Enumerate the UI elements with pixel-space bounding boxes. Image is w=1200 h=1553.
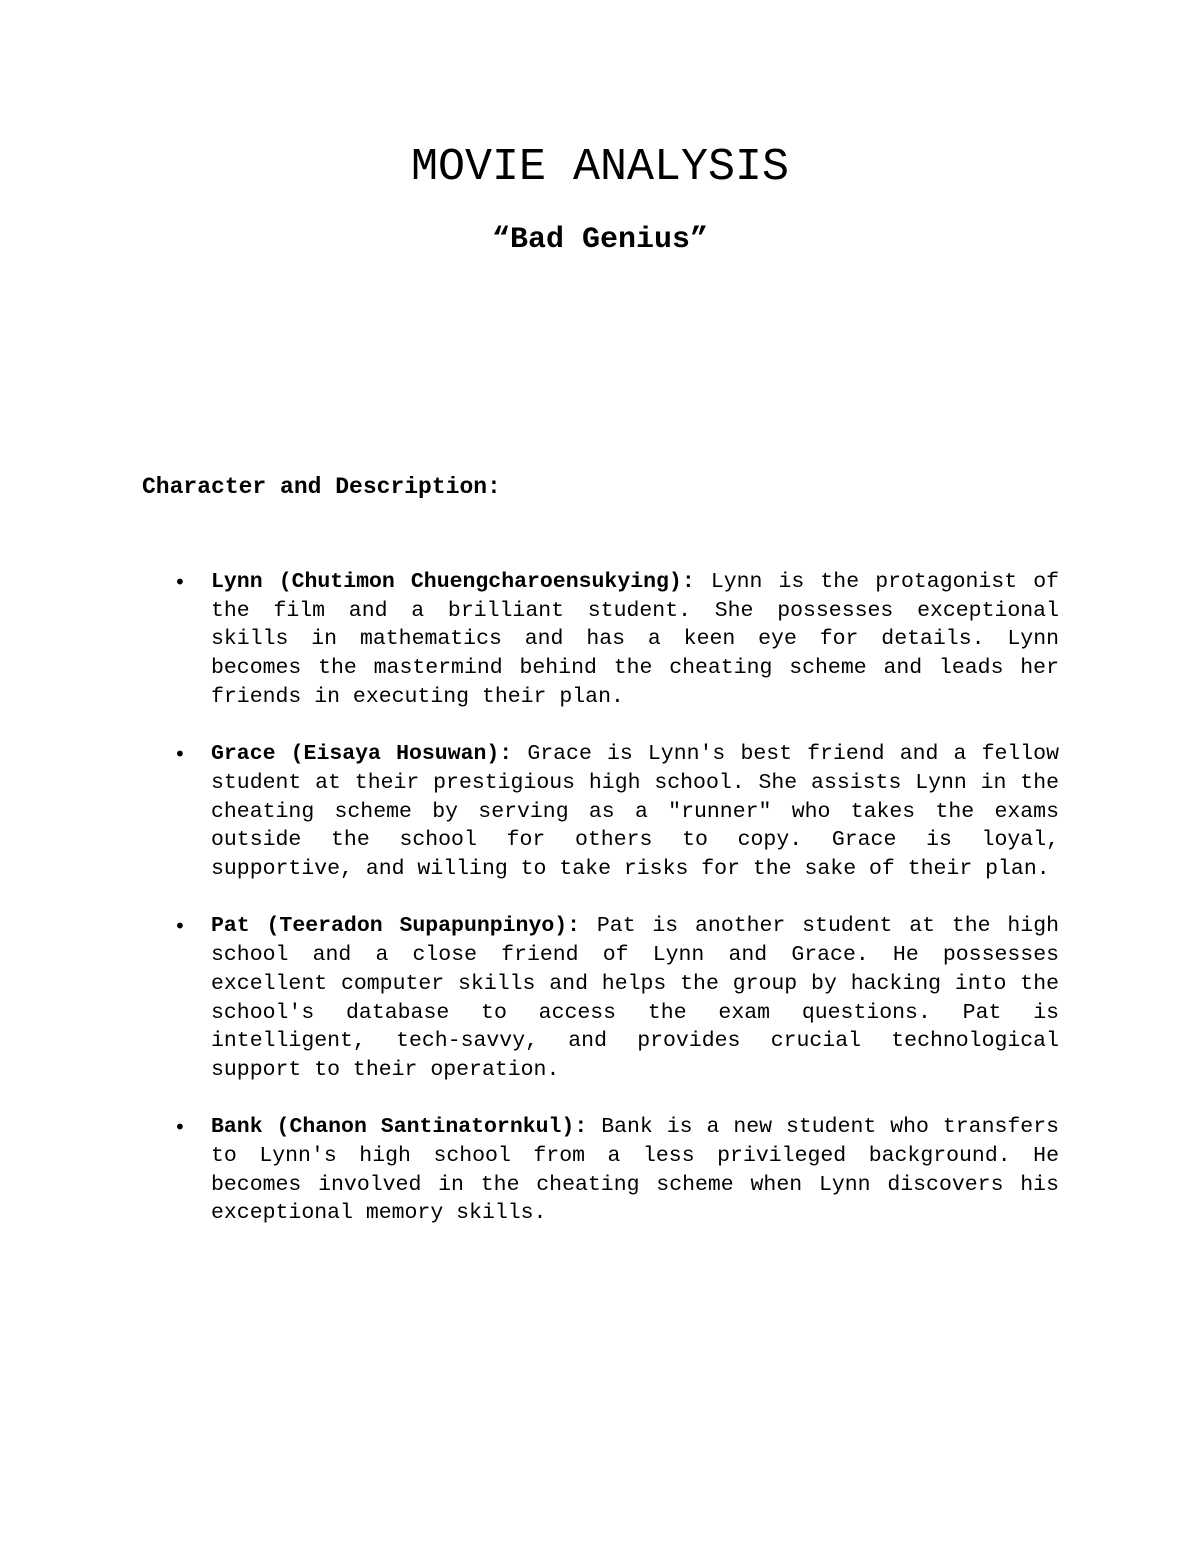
list-item	[174, 912, 1059, 1084]
list-item	[174, 568, 1059, 712]
character-description: Grace is Lynn's best friend and a fellow student at their prestigious high school. She assists Lynn in the cheating scheme by serving as a "runner" who takes the exams outside the school for others to copy. Grace is loyal, supportive, and willing to take risks for the sake of their plan.	[211, 742, 1059, 882]
character-list	[174, 568, 1059, 1257]
list-item	[174, 1113, 1059, 1228]
character-name: Bank (Chanon Santinatornkul):	[211, 1115, 588, 1140]
character-description: Lynn is the protagonist of the film and a brilliant student. She possesses exceptional skills in mathematics and has a keen eye for details. Lynn becomes the mastermind behind the cheating scheme and leads her friends in executing their plan.	[211, 570, 1059, 709]
page-title: MOVIE ANALYSIS	[410, 142, 790, 193]
character-name: Lynn (Chutimon Chuengcharoensukying):	[211, 570, 695, 594]
character-description: Pat is another student at the high school and a close friend of Lynn and Grace. He possesses excellent computer skills and helps the group by hacking into the school's database to access the exam questions. Pat is intelligent, tech-savvy, and provides crucial technological support to their operation.	[211, 914, 1059, 1082]
bullet-icon: •	[174, 570, 186, 594]
list-item	[174, 740, 1059, 884]
character-description: Bank is a new student who transfers to Lynn's high school from a less privileged background. He becomes involved in the cheating scheme when Lynn discovers his exceptional memory skills.	[211, 1115, 1059, 1226]
bullet-icon: •	[174, 1115, 186, 1140]
character-name: Pat (Teeradon Supapunpinyo):	[211, 914, 581, 939]
bullet-icon: •	[174, 914, 186, 939]
character-name: Grace (Eisaya Hosuwan):	[211, 742, 513, 767]
page-subtitle: “Bad Genius”	[491, 223, 709, 257]
bullet-icon: •	[174, 742, 186, 767]
section-heading: Character and Description:	[142, 474, 501, 500]
